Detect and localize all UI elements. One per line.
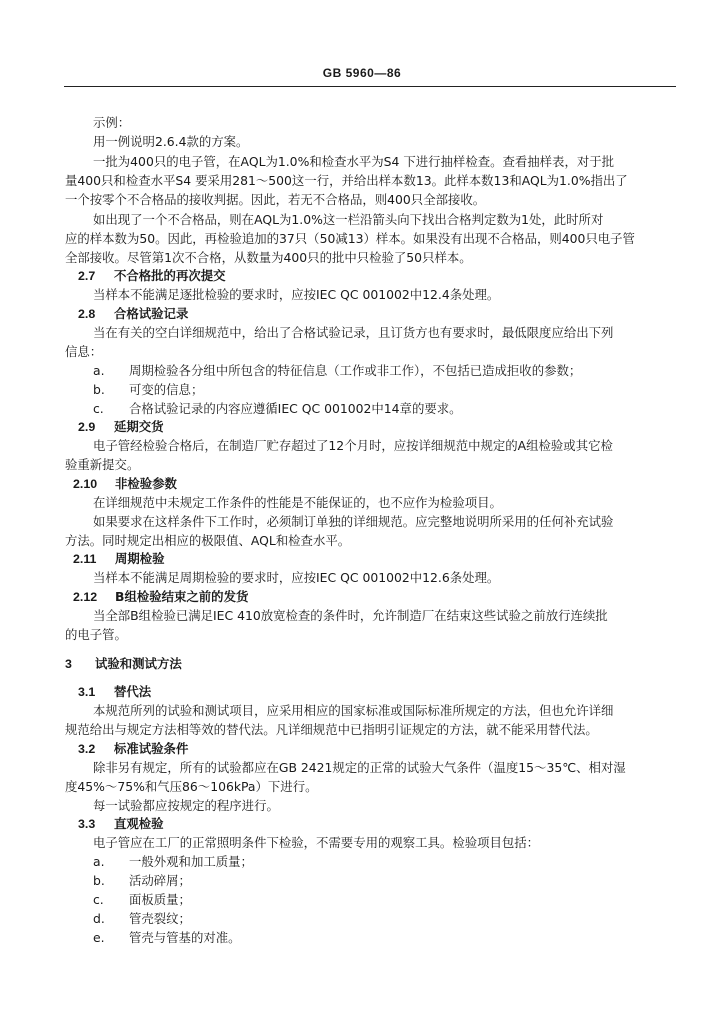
section-heading	[73, 589, 248, 605]
line-text: 验重新提交。	[65, 457, 140, 472]
page-header-code: GB 5960—86	[322, 66, 402, 80]
text-line	[65, 627, 127, 643]
line-text: 量400只和检查水平S4 要采用281～500这一行，并给出样本数13。此样本数13和AQL为1.0%指出了	[65, 173, 628, 188]
line-text: 当样本不能满足周期检验的要求时，应按IEC QC 001002中12.6条处理。	[93, 570, 500, 585]
text-line	[65, 722, 598, 738]
text-line	[93, 438, 613, 454]
line-text: 全部接收。尽管第1次不合格，从数量为400只的批中只检验了50只样本。	[65, 250, 472, 265]
list-item	[93, 363, 581, 379]
section-number: 3	[65, 657, 72, 671]
line-text: 一般外观和加工质量；	[129, 854, 253, 869]
text-line	[93, 514, 613, 530]
list-marker: c.	[93, 401, 104, 416]
list-item	[93, 401, 462, 417]
list-item	[93, 930, 241, 946]
line-text: 可变的信息；	[129, 382, 204, 397]
section-number: 2.12	[73, 590, 98, 604]
section-number: 2.11	[73, 552, 97, 566]
section-number: 2.10	[73, 477, 98, 491]
line-text: 在详细规范中未规定工作条件的性能是不能保证的，也不应作为检验项目。	[93, 495, 502, 510]
text-line	[65, 250, 472, 266]
text-line	[65, 533, 350, 549]
list-marker: b.	[93, 382, 105, 397]
section-number: 3.3	[78, 817, 96, 831]
text-line	[65, 779, 317, 795]
text-line	[93, 115, 130, 131]
line-text: 合格试验记录的内容应遵循IEC QC 001002中14章的要求。	[129, 401, 462, 416]
line-text: 不合格批的再次提交	[114, 268, 226, 283]
line-text: 应的样本数为50。因此，再检验追加的37只（50减13）样本。如果没有出现不合格品，则400只电子管	[65, 231, 635, 246]
list-marker: c.	[93, 892, 104, 907]
list-item	[93, 911, 191, 927]
text-line	[93, 495, 502, 511]
text-line	[93, 835, 539, 851]
section-heading	[73, 476, 177, 492]
text-line	[93, 287, 499, 303]
text-line	[93, 798, 279, 814]
line-text: 电子管经检验合格后，在制造厂贮存超过了12个月时，应按详细规范中规定的A组检验或其它检	[93, 438, 613, 453]
line-text: 合格试验记录	[114, 306, 189, 321]
line-text: 方法。同时规定出相应的极限值、AQL和检查水平。	[65, 533, 351, 548]
section-heading	[78, 816, 164, 832]
text-line	[93, 134, 248, 150]
line-text: 标准试验条件	[114, 741, 189, 756]
section-number: 2.7	[78, 269, 96, 283]
text-line	[93, 703, 613, 719]
line-text: 如出现了一个不合格品，则在AQL为1.0%这一栏沿箭头向下找出合格判定数为1处，此时所对	[93, 212, 604, 227]
line-text: 管壳与管基的对准。	[129, 930, 241, 945]
list-item	[93, 854, 253, 870]
text-line	[93, 608, 608, 624]
line-text: 用一例说明2.6.4款的方案。	[93, 134, 249, 149]
text-line	[65, 192, 485, 208]
line-text: 延期交货	[114, 419, 164, 434]
line-text: 当样本不能满足逐批检验的要求时，应按IEC QC 001002中12.4条处理。	[93, 287, 500, 302]
section-heading	[78, 419, 164, 435]
section-heading	[73, 551, 165, 567]
line-text: 活动碎屑；	[129, 873, 191, 888]
line-text: 替代法	[114, 684, 152, 699]
section-heading	[78, 684, 151, 700]
text-line	[93, 760, 626, 776]
list-marker: a.	[93, 363, 105, 378]
line-text: 的电子管。	[65, 627, 127, 642]
list-marker: d.	[93, 911, 105, 926]
line-text: 试验和测试方法	[95, 656, 182, 671]
list-marker: e.	[93, 930, 105, 945]
section-number: 2.9	[78, 420, 96, 434]
line-text: 周期检验	[115, 551, 165, 566]
line-text: 如果要求在这样条件下工作时，必须制订单独的详细规范。应完整地说明所采用的任何补充试验	[93, 514, 614, 529]
line-text: 一个按零个不合格品的接收判据。因此，若无不合格品，则400只全部接收。	[65, 192, 486, 207]
line-text: 本规范所列的试验和测试项目，应采用相应的国家标准或国际标准所规定的方法，但也允许详细	[93, 703, 614, 718]
line-text: B组检验结束之前的发货	[115, 589, 249, 604]
line-text: 示例：	[93, 115, 131, 130]
line-text: 电子管应在工厂的正常照明条件下检验，不需要专用的观察工具。检验项目包括：	[93, 835, 540, 850]
section-number: 3.1	[78, 685, 96, 699]
line-text: 管壳裂纹；	[129, 911, 191, 926]
line-text: 周期检验各分组中所包含的特征信息（工作或非工作），不包括已造成拒收的参数；	[129, 363, 582, 378]
line-text: 信息：	[65, 344, 103, 359]
line-text: 直观检验	[114, 816, 164, 831]
section-heading	[78, 741, 188, 757]
text-line	[65, 173, 628, 189]
text-line	[65, 231, 635, 247]
line-text: 每一试验都应按规定的程序进行。	[93, 798, 279, 813]
text-line	[93, 325, 613, 341]
line-text: 除非另有规定，所有的试验都应在GB 2421规定的正常的试验大气条件（温度15～35℃、相对湿	[93, 760, 626, 775]
list-item	[93, 892, 191, 908]
text-line	[65, 457, 139, 473]
section-heading	[78, 306, 188, 322]
header-rule	[64, 86, 676, 87]
section-number: 3.2	[78, 742, 96, 756]
section-number: 2.8	[78, 307, 96, 321]
section-heading	[78, 268, 226, 284]
line-text: 当在有关的空白详细规范中，给出了合格试验记录，且订货方也有要求时，最低限度应给出下列	[93, 325, 614, 340]
text-line	[93, 570, 499, 586]
text-line	[93, 212, 603, 228]
text-line	[65, 344, 102, 360]
list-item	[93, 382, 203, 398]
line-text: 规范给出与规定方法相等效的替代法。凡详细规范中已指明引证规定的方法，就不能采用替代法。	[65, 722, 598, 737]
line-text: 当全部B组检验已满足IEC 410放宽检查的条件时，允许制造厂在结束这些试验之前放行连续批	[93, 608, 608, 623]
line-text: 非检验参数	[115, 476, 177, 491]
text-line	[93, 154, 614, 170]
line-text: 面板质量；	[129, 892, 191, 907]
line-text: 一批为400只的电子管，在AQL为1.0%和检查水平为S4 下进行抽样检查。查看抽样表，对于批	[93, 154, 615, 169]
line-text: 度45%～75%和气压86～106kPa）下进行。	[65, 779, 318, 794]
list-marker: a.	[93, 854, 105, 869]
section-heading	[65, 656, 182, 672]
list-item	[93, 873, 191, 889]
list-marker: b.	[93, 873, 105, 888]
